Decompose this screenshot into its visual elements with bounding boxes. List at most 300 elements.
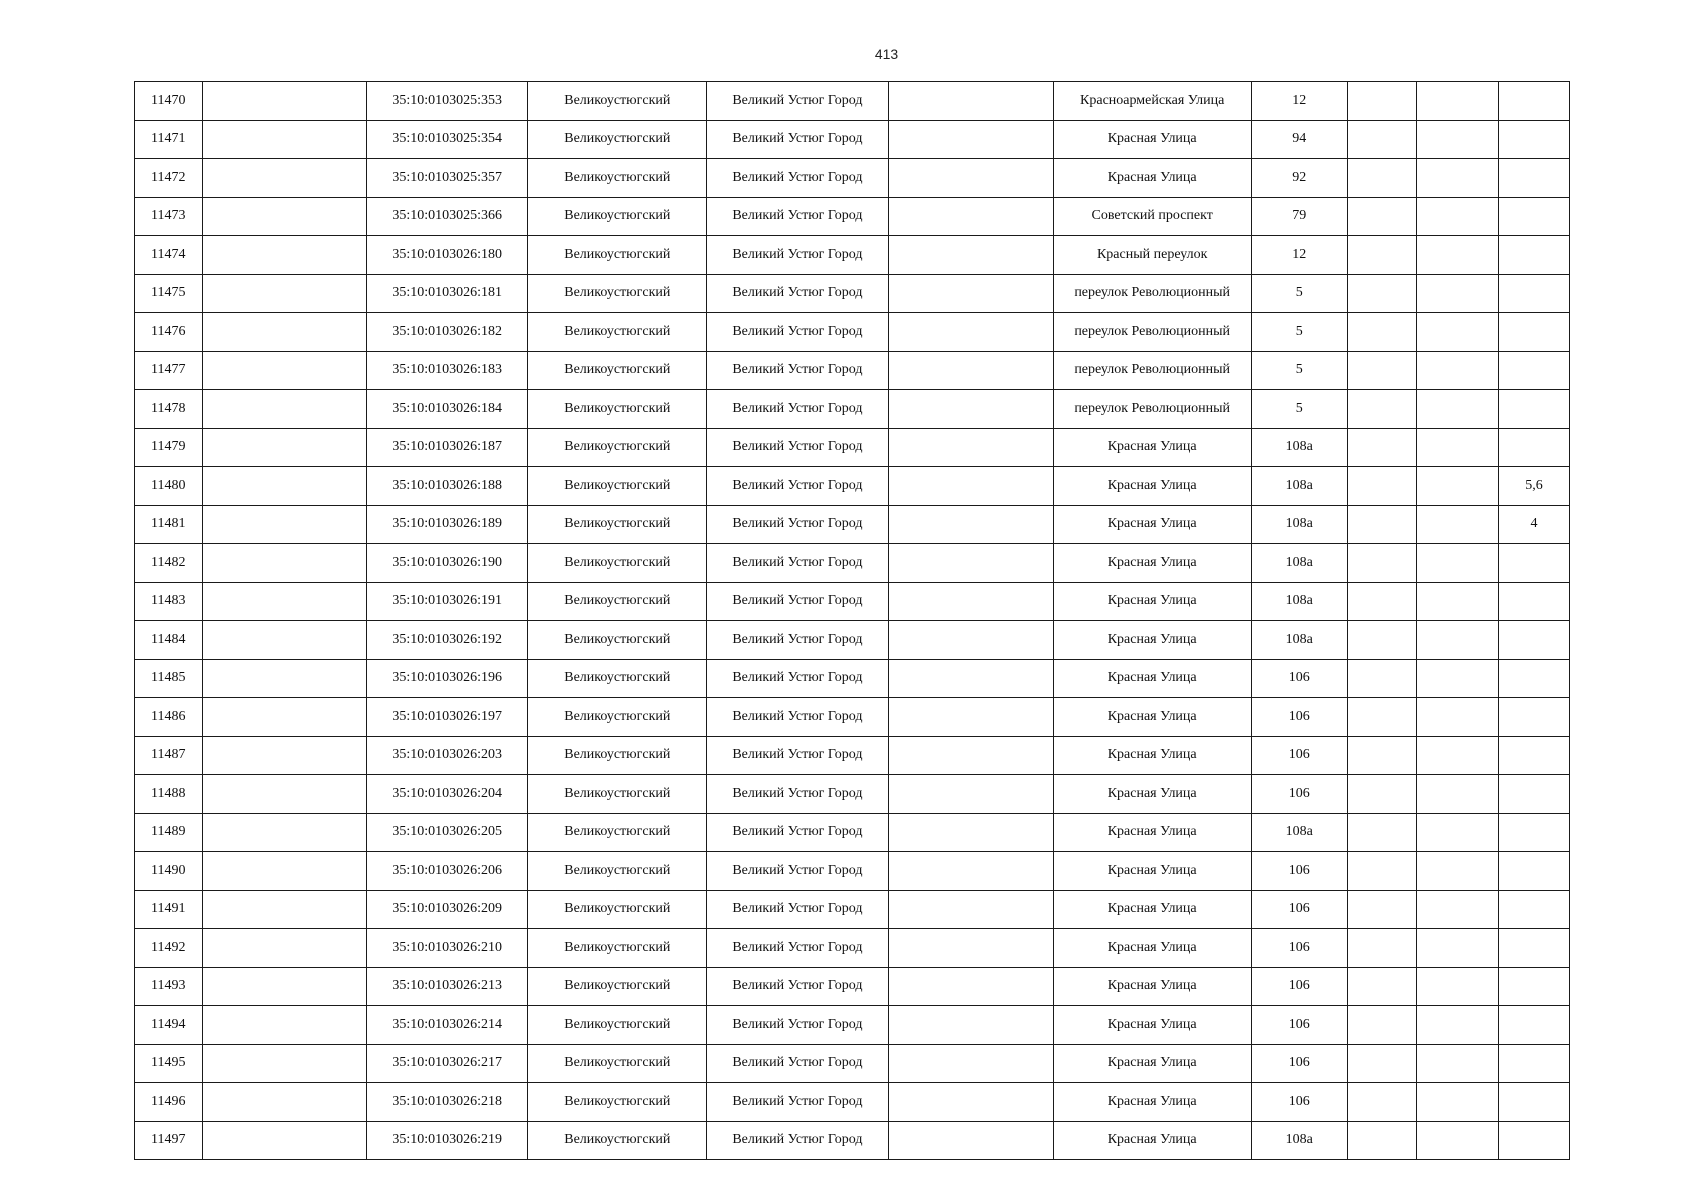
cell-record-number: 11488 [135, 775, 203, 814]
cell-cadastral-number: 35:10:0103025:354 [367, 120, 528, 159]
cell-premises [1498, 236, 1569, 275]
cell-district: Великоустюгский [528, 313, 707, 352]
cell-street: Красная Улица [1053, 1044, 1251, 1083]
table-row [135, 428, 1570, 467]
cell-empty [1347, 236, 1416, 275]
cell-locality: Великий Устюг Город [707, 159, 888, 198]
cell-house-number: 5 [1251, 390, 1347, 429]
cell-street: Красная Улица [1053, 736, 1251, 775]
cell-empty [1347, 544, 1416, 583]
cell-empty [1416, 159, 1498, 198]
cell-empty [203, 159, 367, 198]
cell-locality: Великий Устюг Город [707, 197, 888, 236]
cell-empty [1416, 544, 1498, 583]
cell-premises [1498, 1044, 1569, 1083]
table-row [135, 621, 1570, 660]
cell-district: Великоустюгский [528, 428, 707, 467]
cell-district: Великоустюгский [528, 505, 707, 544]
cell-premises [1498, 544, 1569, 583]
cell-empty [1416, 621, 1498, 660]
cell-locality: Великий Устюг Город [707, 929, 888, 968]
cell-district: Великоустюгский [528, 82, 707, 121]
cell-premises [1498, 120, 1569, 159]
registry-table-body [135, 82, 1570, 1160]
cell-house-number: 12 [1251, 236, 1347, 275]
cell-premises [1498, 1006, 1569, 1045]
cell-house-number: 5 [1251, 313, 1347, 352]
cell-locality: Великий Устюг Город [707, 890, 888, 929]
cell-house-number: 5 [1251, 351, 1347, 390]
cell-premises: 4 [1498, 505, 1569, 544]
cell-empty [1416, 274, 1498, 313]
cell-house-number: 106 [1251, 775, 1347, 814]
table-row [135, 659, 1570, 698]
cell-cadastral-number: 35:10:0103026:191 [367, 582, 528, 621]
cell-premises: 5,6 [1498, 467, 1569, 506]
cell-premises [1498, 82, 1569, 121]
cell-district: Великоустюгский [528, 390, 707, 429]
cell-empty [203, 313, 367, 352]
cell-street: Красная Улица [1053, 1121, 1251, 1160]
cell-empty [1347, 351, 1416, 390]
cell-empty [888, 929, 1053, 968]
cell-empty [1416, 428, 1498, 467]
cell-locality: Великий Устюг Город [707, 582, 888, 621]
cell-locality: Великий Устюг Город [707, 313, 888, 352]
cell-house-number: 108а [1251, 505, 1347, 544]
cell-house-number: 108а [1251, 544, 1347, 583]
table-row [135, 159, 1570, 198]
cell-premises [1498, 428, 1569, 467]
cell-empty [1347, 120, 1416, 159]
cell-cadastral-number: 35:10:0103026:183 [367, 351, 528, 390]
cell-district: Великоустюгский [528, 467, 707, 506]
cell-street: Красная Улица [1053, 582, 1251, 621]
cell-record-number: 11481 [135, 505, 203, 544]
cell-district: Великоустюгский [528, 236, 707, 275]
cell-empty [1347, 159, 1416, 198]
cell-house-number: 106 [1251, 659, 1347, 698]
cell-empty [888, 659, 1053, 698]
cell-record-number: 11486 [135, 698, 203, 737]
cell-empty [1347, 775, 1416, 814]
cell-house-number: 106 [1251, 736, 1347, 775]
cell-empty [203, 1044, 367, 1083]
cell-district: Великоустюгский [528, 698, 707, 737]
cell-district: Великоустюгский [528, 813, 707, 852]
cell-house-number: 94 [1251, 120, 1347, 159]
cell-district: Великоустюгский [528, 967, 707, 1006]
cell-house-number: 79 [1251, 197, 1347, 236]
cell-empty [1416, 852, 1498, 891]
cell-empty [1347, 1044, 1416, 1083]
cell-district: Великоустюгский [528, 659, 707, 698]
cell-locality: Великий Устюг Город [707, 1121, 888, 1160]
cell-cadastral-number: 35:10:0103026:196 [367, 659, 528, 698]
cell-record-number: 11489 [135, 813, 203, 852]
table-row [135, 467, 1570, 506]
cell-house-number: 106 [1251, 852, 1347, 891]
cell-premises [1498, 736, 1569, 775]
cell-empty [888, 120, 1053, 159]
cell-house-number: 106 [1251, 1006, 1347, 1045]
cell-empty [203, 582, 367, 621]
cell-empty [1416, 313, 1498, 352]
table-row [135, 813, 1570, 852]
cell-record-number: 11472 [135, 159, 203, 198]
cell-premises [1498, 621, 1569, 660]
cell-empty [1416, 467, 1498, 506]
cell-empty [888, 736, 1053, 775]
cell-empty [1416, 351, 1498, 390]
cell-empty [1416, 236, 1498, 275]
cell-house-number: 5 [1251, 274, 1347, 313]
cell-district: Великоустюгский [528, 852, 707, 891]
cell-street: Красная Улица [1053, 1083, 1251, 1122]
cell-empty [1347, 582, 1416, 621]
cell-empty [1347, 698, 1416, 737]
cell-empty [1416, 775, 1498, 814]
cell-empty [1347, 390, 1416, 429]
cell-empty [888, 852, 1053, 891]
cell-locality: Великий Устюг Город [707, 1044, 888, 1083]
cell-empty [1416, 582, 1498, 621]
cell-district: Великоустюгский [528, 582, 707, 621]
cell-cadastral-number: 35:10:0103026:203 [367, 736, 528, 775]
table-row [135, 274, 1570, 313]
cell-empty [1416, 967, 1498, 1006]
cell-premises [1498, 890, 1569, 929]
cell-empty [1347, 274, 1416, 313]
cell-street: Красноармейская Улица [1053, 82, 1251, 121]
cell-district: Великоустюгский [528, 197, 707, 236]
cell-empty [1416, 813, 1498, 852]
cell-empty [1347, 621, 1416, 660]
cell-house-number: 108а [1251, 1121, 1347, 1160]
cell-locality: Великий Устюг Город [707, 775, 888, 814]
cell-empty [1347, 813, 1416, 852]
cell-empty [1347, 467, 1416, 506]
cell-empty [888, 159, 1053, 198]
cell-house-number: 92 [1251, 159, 1347, 198]
cell-house-number: 108а [1251, 428, 1347, 467]
table-row [135, 967, 1570, 1006]
cell-record-number: 11487 [135, 736, 203, 775]
table-row [135, 929, 1570, 968]
cell-empty [1347, 736, 1416, 775]
cell-district: Великоустюгский [528, 274, 707, 313]
cell-house-number: 106 [1251, 1083, 1347, 1122]
cell-cadastral-number: 35:10:0103026:188 [367, 467, 528, 506]
cell-street: Красная Улица [1053, 967, 1251, 1006]
cell-premises [1498, 852, 1569, 891]
cell-empty [1416, 120, 1498, 159]
cell-empty [203, 467, 367, 506]
cell-empty [888, 313, 1053, 352]
cell-empty [203, 890, 367, 929]
cell-premises [1498, 1083, 1569, 1122]
cell-locality: Великий Устюг Город [707, 736, 888, 775]
cell-record-number: 11470 [135, 82, 203, 121]
table-row [135, 197, 1570, 236]
table-row [135, 544, 1570, 583]
cell-district: Великоустюгский [528, 1044, 707, 1083]
cell-record-number: 11490 [135, 852, 203, 891]
cell-empty [1347, 929, 1416, 968]
cell-empty [1416, 1121, 1498, 1160]
cell-cadastral-number: 35:10:0103026:213 [367, 967, 528, 1006]
cell-empty [203, 736, 367, 775]
cell-record-number: 11476 [135, 313, 203, 352]
table-row [135, 82, 1570, 121]
cell-cadastral-number: 35:10:0103026:192 [367, 621, 528, 660]
cell-empty [1347, 1083, 1416, 1122]
cell-empty [1416, 390, 1498, 429]
table-row [135, 390, 1570, 429]
page-number: 413 [874, 46, 899, 62]
cell-cadastral-number: 35:10:0103026:209 [367, 890, 528, 929]
cell-empty [1416, 890, 1498, 929]
cell-street: Красная Улица [1053, 929, 1251, 968]
cell-record-number: 11485 [135, 659, 203, 698]
cell-record-number: 11496 [135, 1083, 203, 1122]
table-row [135, 890, 1570, 929]
cell-empty [888, 505, 1053, 544]
cell-cadastral-number: 35:10:0103025:353 [367, 82, 528, 121]
cell-empty [203, 967, 367, 1006]
cell-record-number: 11492 [135, 929, 203, 968]
cell-empty [203, 390, 367, 429]
table-row [135, 698, 1570, 737]
cell-empty [203, 621, 367, 660]
cell-district: Великоустюгский [528, 775, 707, 814]
cell-empty [203, 274, 367, 313]
cell-cadastral-number: 35:10:0103026:181 [367, 274, 528, 313]
cell-street: переулок Революционный [1053, 313, 1251, 352]
table-row [135, 505, 1570, 544]
cell-street: Красная Улица [1053, 890, 1251, 929]
cell-empty [888, 813, 1053, 852]
cell-district: Великоустюгский [528, 544, 707, 583]
cell-cadastral-number: 35:10:0103026:214 [367, 1006, 528, 1045]
cell-district: Великоустюгский [528, 929, 707, 968]
table-row [135, 351, 1570, 390]
cell-empty [888, 621, 1053, 660]
cell-street: Красная Улица [1053, 813, 1251, 852]
cell-locality: Великий Устюг Город [707, 390, 888, 429]
cell-locality: Великий Устюг Город [707, 967, 888, 1006]
cell-house-number: 106 [1251, 1044, 1347, 1083]
cell-premises [1498, 313, 1569, 352]
cell-locality: Великий Устюг Город [707, 544, 888, 583]
cell-district: Великоустюгский [528, 159, 707, 198]
cell-street: Красная Улица [1053, 159, 1251, 198]
cell-record-number: 11479 [135, 428, 203, 467]
cell-district: Великоустюгский [528, 890, 707, 929]
cell-empty [203, 775, 367, 814]
cell-record-number: 11474 [135, 236, 203, 275]
cell-empty [203, 197, 367, 236]
cell-record-number: 11478 [135, 390, 203, 429]
cell-empty [1347, 967, 1416, 1006]
cell-district: Великоустюгский [528, 621, 707, 660]
cell-record-number: 11493 [135, 967, 203, 1006]
cell-cadastral-number: 35:10:0103026:210 [367, 929, 528, 968]
cell-empty [203, 428, 367, 467]
cell-record-number: 11484 [135, 621, 203, 660]
cell-locality: Великий Устюг Город [707, 236, 888, 275]
cell-house-number: 108а [1251, 467, 1347, 506]
cell-premises [1498, 274, 1569, 313]
cell-empty [1416, 505, 1498, 544]
registry-table [134, 81, 1570, 1160]
cell-locality: Великий Устюг Город [707, 1006, 888, 1045]
table-row [135, 1121, 1570, 1160]
cell-cadastral-number: 35:10:0103026:189 [367, 505, 528, 544]
table-row [135, 1006, 1570, 1045]
cell-locality: Великий Устюг Город [707, 621, 888, 660]
cell-record-number: 11483 [135, 582, 203, 621]
cell-premises [1498, 698, 1569, 737]
cell-locality: Великий Устюг Город [707, 274, 888, 313]
cell-empty [888, 467, 1053, 506]
cell-empty [888, 544, 1053, 583]
cell-locality: Великий Устюг Город [707, 698, 888, 737]
cell-cadastral-number: 35:10:0103026:217 [367, 1044, 528, 1083]
cell-district: Великоустюгский [528, 1006, 707, 1045]
cell-empty [1416, 197, 1498, 236]
cell-record-number: 11495 [135, 1044, 203, 1083]
cell-empty [1347, 890, 1416, 929]
cell-empty [888, 428, 1053, 467]
cell-empty [1416, 929, 1498, 968]
cell-empty [1347, 505, 1416, 544]
cell-premises [1498, 582, 1569, 621]
cell-record-number: 11471 [135, 120, 203, 159]
cell-street: переулок Революционный [1053, 274, 1251, 313]
cell-empty [203, 505, 367, 544]
cell-record-number: 11480 [135, 467, 203, 506]
cell-empty [203, 659, 367, 698]
cell-street: Красная Улица [1053, 1006, 1251, 1045]
cell-street: Красная Улица [1053, 428, 1251, 467]
cell-empty [888, 967, 1053, 1006]
cell-empty [1416, 698, 1498, 737]
cell-empty [1347, 197, 1416, 236]
cell-empty [888, 1006, 1053, 1045]
cell-empty [1416, 1006, 1498, 1045]
cell-cadastral-number: 35:10:0103026:204 [367, 775, 528, 814]
cell-empty [203, 544, 367, 583]
cell-cadastral-number: 35:10:0103026:180 [367, 236, 528, 275]
cell-cadastral-number: 35:10:0103026:182 [367, 313, 528, 352]
cell-empty [203, 120, 367, 159]
cell-house-number: 108а [1251, 582, 1347, 621]
cell-cadastral-number: 35:10:0103026:205 [367, 813, 528, 852]
cell-premises [1498, 813, 1569, 852]
cell-premises [1498, 929, 1569, 968]
cell-premises [1498, 390, 1569, 429]
cell-empty [1416, 659, 1498, 698]
cell-locality: Великий Устюг Город [707, 813, 888, 852]
cell-locality: Великий Устюг Город [707, 82, 888, 121]
cell-empty [203, 698, 367, 737]
cell-street: Советский проспект [1053, 197, 1251, 236]
table-row [135, 1083, 1570, 1122]
cell-empty [203, 929, 367, 968]
cell-house-number: 12 [1251, 82, 1347, 121]
cell-empty [888, 351, 1053, 390]
table-row [135, 852, 1570, 891]
cell-street: Красная Улица [1053, 120, 1251, 159]
cell-locality: Великий Устюг Город [707, 659, 888, 698]
cell-street: Красная Улица [1053, 467, 1251, 506]
cell-locality: Великий Устюг Город [707, 505, 888, 544]
cell-street: Красная Улица [1053, 544, 1251, 583]
cell-empty [203, 1006, 367, 1045]
cell-street: Красная Улица [1053, 505, 1251, 544]
cell-empty [1416, 82, 1498, 121]
cell-street: Красная Улица [1053, 621, 1251, 660]
cell-cadastral-number: 35:10:0103026:190 [367, 544, 528, 583]
cell-street: переулок Революционный [1053, 351, 1251, 390]
cell-empty [888, 1121, 1053, 1160]
cell-empty [203, 236, 367, 275]
cell-house-number: 106 [1251, 698, 1347, 737]
cell-locality: Великий Устюг Город [707, 1083, 888, 1122]
cell-empty [1416, 1083, 1498, 1122]
cell-premises [1498, 659, 1569, 698]
cell-locality: Великий Устюг Город [707, 120, 888, 159]
cell-record-number: 11482 [135, 544, 203, 583]
cell-premises [1498, 967, 1569, 1006]
cell-empty [1416, 1044, 1498, 1083]
cell-record-number: 11494 [135, 1006, 203, 1045]
cell-empty [888, 390, 1053, 429]
cell-empty [888, 582, 1053, 621]
cell-empty [888, 1083, 1053, 1122]
cell-empty [203, 852, 367, 891]
cell-empty [1416, 736, 1498, 775]
cell-empty [888, 775, 1053, 814]
cell-cadastral-number: 35:10:0103026:184 [367, 390, 528, 429]
cell-street: Красная Улица [1053, 659, 1251, 698]
cell-street: Красная Улица [1053, 698, 1251, 737]
cell-cadastral-number: 35:10:0103026:218 [367, 1083, 528, 1122]
cell-empty [888, 890, 1053, 929]
cell-district: Великоустюгский [528, 736, 707, 775]
cell-cadastral-number: 35:10:0103026:187 [367, 428, 528, 467]
cell-district: Великоустюгский [528, 1121, 707, 1160]
cell-empty [888, 1044, 1053, 1083]
cell-empty [888, 698, 1053, 737]
cell-cadastral-number: 35:10:0103026:206 [367, 852, 528, 891]
cell-premises [1498, 159, 1569, 198]
cell-record-number: 11473 [135, 197, 203, 236]
table-row [135, 236, 1570, 275]
cell-house-number: 108а [1251, 813, 1347, 852]
cell-empty [888, 274, 1053, 313]
cell-premises [1498, 197, 1569, 236]
cell-cadastral-number: 35:10:0103025:357 [367, 159, 528, 198]
cell-empty [203, 1083, 367, 1122]
cell-house-number: 106 [1251, 929, 1347, 968]
cell-premises [1498, 351, 1569, 390]
table-row [135, 120, 1570, 159]
table-row [135, 736, 1570, 775]
cell-empty [1347, 1006, 1416, 1045]
table-row [135, 775, 1570, 814]
